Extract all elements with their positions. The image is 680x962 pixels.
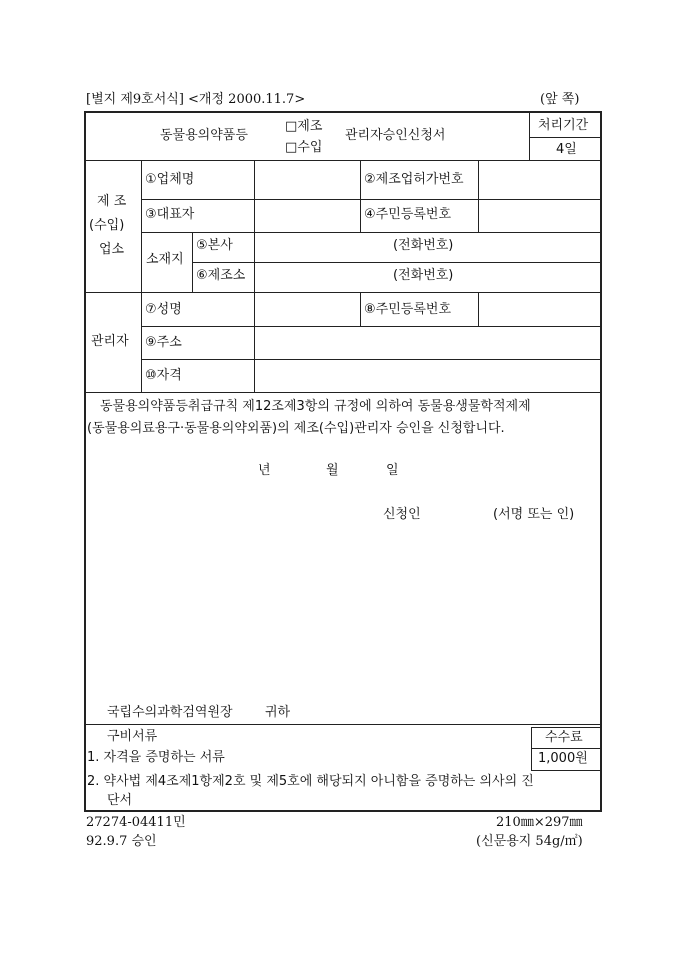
- recipient: 국립수의과학검역원장: [107, 705, 233, 720]
- date-day: 일: [386, 463, 399, 478]
- footer-approval: 92.9.7 승인: [86, 834, 157, 849]
- fee-mid-line: [531, 748, 600, 749]
- frame-right: [600, 111, 602, 811]
- checkbox-manufacture[interactable]: □제조: [285, 119, 323, 134]
- location-label: 소재지: [146, 252, 184, 267]
- date-month: 월: [326, 463, 339, 478]
- frame-left: [84, 111, 86, 811]
- mfg-license-label: ②제조업허가번호: [364, 172, 464, 187]
- business-col-3: [478, 160, 479, 232]
- manager-col-1: [254, 292, 255, 392]
- signature-label: (서명 또는 인): [493, 507, 575, 522]
- footer-code: 27274-04411민: [86, 815, 186, 830]
- manager-resident-no-label: ⑧주민등록번호: [364, 302, 452, 317]
- date-year: 년: [258, 463, 271, 478]
- title-prefix: 동물용의약품등: [160, 128, 248, 143]
- footer-paper: (신문용지 54g/㎡): [476, 834, 583, 849]
- business-bottom-line: [84, 292, 602, 293]
- manager-bottom-line: [84, 392, 602, 393]
- fee-value: 1,000원: [538, 751, 588, 766]
- fee-label: 수수료: [545, 730, 583, 745]
- checkbox-import[interactable]: □수입: [285, 140, 323, 155]
- business-label-1: 제 조: [97, 194, 127, 209]
- business-label-2: (수입): [89, 218, 125, 233]
- footer-size: 210㎜×297㎜: [496, 815, 583, 830]
- resident-no-label: ④주민등록번호: [364, 207, 452, 222]
- document-item-1: 1. 자격을 증명하는 서류: [87, 750, 225, 765]
- form-number: [별지 제9호서식] <개정 2000.11.7>: [86, 92, 306, 107]
- title-bottom-line: [84, 160, 602, 161]
- business-col-1: [254, 160, 255, 232]
- factory-label: ⑥제조소: [196, 268, 246, 283]
- processing-value: 4일: [556, 142, 577, 157]
- representative-label: ③대표자: [145, 207, 195, 222]
- manager-row-2: [141, 359, 602, 360]
- applicant-label: 신청인: [383, 507, 421, 522]
- head-office-phone: (전화번호): [393, 238, 454, 253]
- statement-line-1: 동물용의약품등취급규칙 제12조제3항의 규정에 의하여 동물용생물학적제제: [100, 399, 531, 414]
- manager-row-1: [141, 326, 602, 327]
- manager-col-3: [478, 292, 479, 326]
- manager-col-2: [360, 292, 361, 326]
- documents-heading: 구비서류: [107, 729, 158, 744]
- manager-name-label: ⑦성명: [145, 302, 182, 317]
- factory-phone: (전화번호): [393, 268, 454, 283]
- business-row-2: [141, 232, 602, 233]
- business-col-2: [360, 160, 361, 232]
- page-side: (앞 쪽): [540, 92, 580, 107]
- frame-bottom: [84, 810, 602, 812]
- document-item-2-cont: 단서: [107, 793, 133, 808]
- statement-line-2: (동물용의료용구·동물용의약외품)의 제조(수입)관리자 승인을 신청합니다.: [87, 421, 505, 436]
- document-item-2: 2. 약사법 제4조제1항제2호 및 제5호에 해당되지 아니함을 증명하는 의사의 진: [87, 774, 534, 789]
- manager-qualification-label: ⑩자격: [145, 368, 182, 383]
- business-row-1: [141, 199, 602, 200]
- manager-address-label: ⑨주소: [145, 335, 182, 350]
- section-label-col: [141, 160, 142, 392]
- frame-top: [84, 111, 602, 113]
- processing-label: 처리기간: [538, 118, 589, 133]
- manager-section-label: 관리자: [91, 334, 129, 349]
- processing-mid: [529, 137, 600, 138]
- title-suffix: 관리자승인신청서: [345, 128, 446, 143]
- company-name-label: ①업체명: [145, 172, 195, 187]
- recipient-honorific: 귀하: [265, 705, 291, 720]
- business-label-3: 업소: [99, 242, 125, 257]
- location-row: [192, 262, 602, 263]
- documents-top-line: [84, 724, 602, 725]
- head-office-label: ⑤본사: [196, 238, 233, 253]
